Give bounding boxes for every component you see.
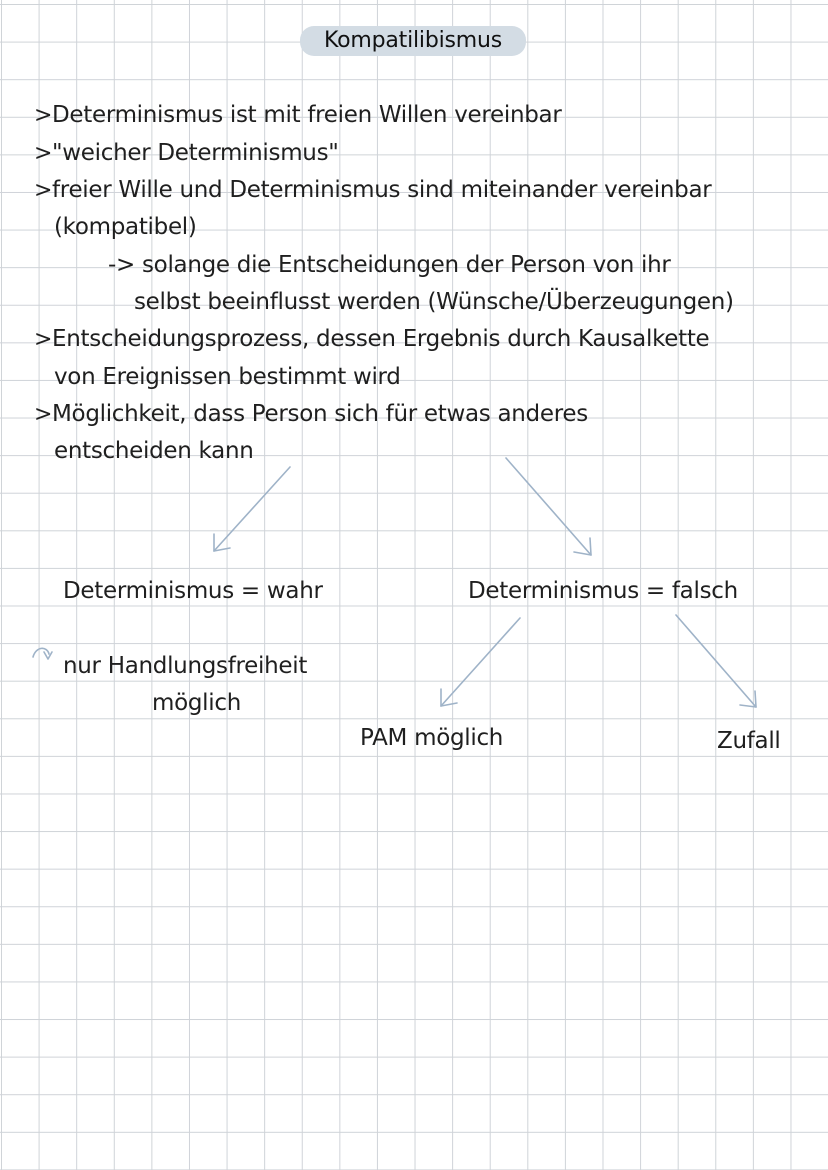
sub-line-1 bbox=[108, 250, 671, 280]
sub-arrow: -> bbox=[108, 252, 135, 278]
bullet-text-3b: (kompatibel) bbox=[54, 214, 197, 240]
bullet-text-5b: entscheiden kann bbox=[54, 438, 254, 464]
arrow-to-zufall bbox=[676, 615, 756, 707]
bullet-text-2: "weicher Determinismus" bbox=[52, 140, 339, 166]
bullet-line-3 bbox=[34, 175, 711, 206]
bullet-text-1: Determinismus ist mit freien Willen vereinbar bbox=[52, 102, 562, 128]
result-moeglich: möglich bbox=[152, 690, 241, 716]
bullet-marker: > bbox=[34, 141, 53, 166]
node-determinismus-wahr: Determinismus = wahr bbox=[63, 578, 323, 604]
bullet-text-4b: von Ereignissen bestimmt wird bbox=[54, 364, 401, 390]
curved-arrow-icon bbox=[33, 648, 52, 659]
result-pam-moeglich: PAM möglich bbox=[360, 725, 504, 751]
bullet-text-4a: Entscheidungsprozess, dessen Ergebnis durch Kausalkette bbox=[52, 326, 710, 352]
bullet-line-2 bbox=[34, 138, 339, 169]
bullet-marker: > bbox=[34, 178, 53, 203]
bullet-marker: > bbox=[34, 327, 53, 352]
bullet-line-1 bbox=[34, 100, 561, 131]
bullet-line-4 bbox=[34, 324, 709, 355]
arrow-to-determinismus-wahr bbox=[214, 467, 290, 551]
node-determinismus-falsch: Determinismus = falsch bbox=[468, 578, 738, 604]
result-handlungsfreiheit: nur Handlungsfreiheit bbox=[63, 653, 308, 679]
bullet-marker: > bbox=[34, 103, 53, 128]
arrow-to-pam bbox=[441, 618, 520, 706]
sub-text-1: solange die Entscheidungen der Person von ihr bbox=[142, 252, 671, 278]
bullet-text-3a: freier Wille und Determinismus sind miteinander vereinbar bbox=[52, 177, 712, 203]
arrow-to-determinismus-falsch bbox=[506, 458, 591, 555]
sub-text-2: selbst beeinflusst werden (Wünsche/Überzeugungen) bbox=[134, 289, 734, 315]
result-zufall: Zufall bbox=[717, 728, 781, 754]
bullet-marker: > bbox=[34, 402, 53, 427]
bullet-line-5 bbox=[34, 399, 588, 430]
page-title: Kompatilibismus bbox=[300, 26, 526, 56]
bullet-text-5a: Möglichkeit, dass Person sich für etwas anderes bbox=[52, 401, 588, 427]
